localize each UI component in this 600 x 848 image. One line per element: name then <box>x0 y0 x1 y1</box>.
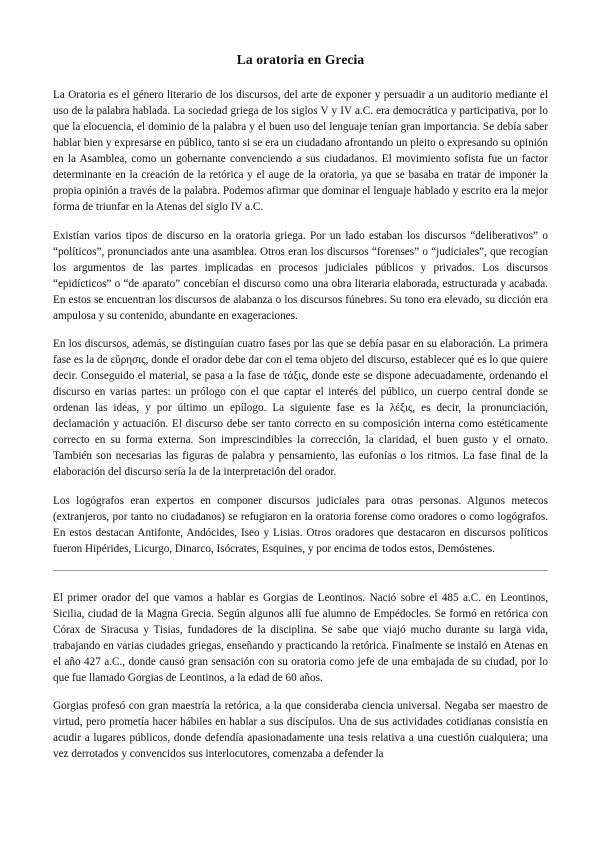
paragraph-logographers: Los logógrafos eran expertos en componer discursos judiciales para otras personas. Algunos metecos (extranjeros, por tanto no ciudadanos) se refugiaron en la oratoria forense como oradores o como logógrafos. En estos destacan Antifonte, Andócides, Iseo y Lisias. Otros oradores que destacaron en discursos políticos fueron Hipérides, Licurgo, Dinarco, Isócrates, Esquines, y por encima de todos estos, Demóstenes. <box>53 494 548 555</box>
paragraph-discourse-phases: En los discursos, además, se distinguían cuatro fases por las que se debía pasar en su elaboración. La primera fase es la de εὕρησις, donde el orador debe dar con el tema objeto del discurso, establecer qué es lo que quiere decir. Conseguido el material, se pasa a la fase de τάξις, donde este se dispone adecuadamente, ordenando el discurso en varias partes: un prólogo con el que captar el interés del público, un cuerpo central donde se ordenan las ideas, y por último un epílogo. La siguiente fase es la λέξις, es decir, la pronunciación, declamación y actuación. El discurso debe ser tanto correcto en su composición interna como estéticamente correcto en su forma externa. Son imprescindibles la corrección, la claridad, el buen gusto y el ornato. También son necesarias las figuras de palabra y pensamiento, las eufonías o los ritmos. La fase final de la elaboración del discurso sería la de la interpretación del orador. <box>53 338 548 478</box>
paragraph-oratoria-definition: La Oratoria es el género literario de los discursos, del arte de exponer y persuadir a un auditorio mediante el uso de la palabra hablada. La sociedad griega de los siglos V y IV a.C. era democrática y participativa, por lo que la elocuencia, el dominio de la palabra y el buen uso del lenguaje tenían gran importancia. Se debía saber hablar bien y expresarse en público, tanto si se era un ciudadano afrontando un pleito o expresando su opinión en la Asamblea, como un gobernante convenciendo a sus ciudadanos. El movimiento sofista fue un factor determinante en la creación de la retórica y el auge de la oratoria, ya que se basaba en tratar de imponer la propia opinión a través de la palabra. Podemos afirmar que dominar el lenguaje hablado y escrito era la mejor forma de triunfar en la Atenas del siglo IV a.C. <box>53 89 548 213</box>
paragraph-gorgias-teaching: Gorgias profesó con gran maestría la retórica, a la que consideraba ciencia universal. Negaba ser maestro de virtud, pero prometía hacer hábiles en hablar a sus discípulos. Una de sus actividades cotidianas consistía en acudir a lugares públicos, donde defendía apasionadamente una tesis relativa a una cuestión cualquiera; una vez derrotados y convencidos sus interlocutores, comenzaba a defender la <box>53 700 548 760</box>
paragraph-discourse-types: Existían varios tipos de discurso en la oratoria griega. Por un lado estaban los discursos “deliberativos” o “políticos”, pronunciados ante una asamblea. Otros eran los discursos “forenses” o “judiciales”, que recogían los argumentos de las partes implicadas en procesos judiciales públicos y privados. Los discursos “epidícticos” o “de aparato” concebían el discurso como una obra literaria elaborada, estructurada y acabada. En estos se encuentran los discursos de alabanza o los discursos fúnebres. Su tono era elevado, su dicción era ampulosa y su contenido, abundante en exageraciones. <box>53 229 548 322</box>
paragraph-gorgias-biography: El primer orador del que vamos a hablar es Gorgias de Leontinos. Nació sobre el 485 a.C. en Leontinos, Sicilia, ciudad de la Magna Grecia. Según algunos allí fue alumno de Empédocles. Se formó en retórica con Córax de Siracusa y Tisias, fundadores de la disciplina. Se sabe que viajó mucho durante su larga vida, trabajando en varias ciudades griegas, enseñando y practicando la retórica. Finalmente se instaló en Atenas en el año 427 a.C., donde causó gran sensación con su oratoria como jefe de una embajada de su ciudad, por lo que fue llamado Gorgias de Leontinos, a la edad de 60 años. <box>53 591 548 684</box>
document-title: La oratoria en Grecia <box>236 52 365 67</box>
section-divider <box>53 570 548 571</box>
